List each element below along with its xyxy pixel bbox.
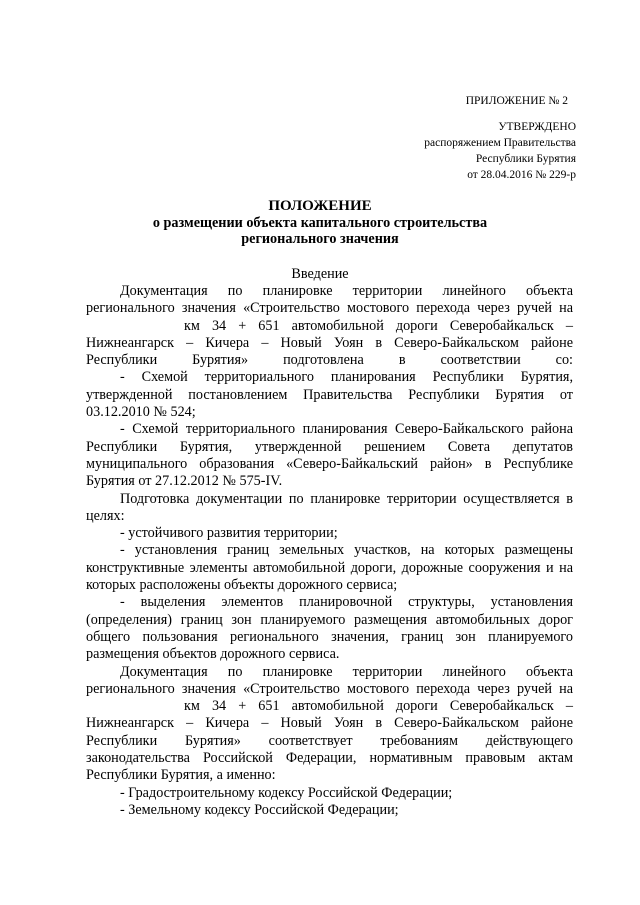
paragraph-8-cont: км 34 + 651 автомобильной дороги Северобайкальск – Нижнеангарск – Кичера – Новый Уоян в Северо-Байкальском районе Республики Бурятия» соответствует требованиям действующего законодательства Российской Федерации, нормативным правовым актам Республики Бурятия, а именно: — [86, 698, 573, 784]
section-title: Введение — [291, 266, 349, 282]
paragraph-10: - Земельному кодексу Российской Федерации; — [120, 801, 399, 818]
approval-block — [424, 119, 576, 183]
document-title — [0, 198, 640, 248]
approved-by-line-1: распоряжением Правительства — [424, 137, 576, 149]
paragraph-1 — [86, 283, 573, 369]
paragraph-6: - установления границ земельных участков, на которых размещены конструктивные элементы автомобильной дороги, дорожные сооружения и на которых расположены объекты дорожного сервиса; — [86, 542, 573, 594]
paragraph-1-text: Документация по планировке территории линейного объекта регионального значения «Строительство мостового перехода через ручей на — [86, 283, 573, 317]
title-main: ПОЛОЖЕНИЕ — [268, 198, 372, 214]
paragraph-7: - выделения элементов планировочной структуры, установления (определения) границ зон планируемого размещения автомобильных дорог общего пользования регионального значения, границ зон планируемого размещения объектов дорожного сервиса. — [86, 594, 573, 663]
paragraph-4: Подготовка документации по планировке территории осуществляется в целях: — [86, 490, 573, 524]
paragraph-8-text: Документация по планировке территории линейного объекта регионального значения «Строительство мостового перехода через ручей на — [86, 663, 573, 697]
approved-by-line-2: Республики Бурятия — [475, 153, 576, 165]
annex-number: ПРИЛОЖЕНИЕ № 2 — [465, 95, 568, 107]
title-line-2: о размещении объекта капитального строительства — [152, 214, 488, 231]
paragraph-9: - Градостроительному кодексу Российской Федерации; — [120, 784, 453, 801]
title-line-3: регионального значения — [241, 231, 399, 247]
paragraph-1-cont: км 34 + 651 автомобильной дороги Северобайкальск – Нижнеангарск – Кичера – Новый Уоян в Северо-Байкальском районе Республики Бурятия» подготовлена в соответствии со: — [86, 317, 573, 369]
document-body — [86, 283, 573, 819]
paragraph-3: - Схемой территориального планирования Северо-Байкальского района Республики Бурятия, утвержденной решением Совета депутатов муниципального образования «Северо-Байкальский район» в Республике Бурятия от 27.12.2012 № 575-IV. — [86, 421, 573, 490]
approved-label: УТВЕРЖДЕНО — [498, 121, 576, 133]
paragraph-5: - устойчивого развития территории; — [120, 525, 338, 542]
approved-date: от 28.04.2016 № 229-р — [467, 169, 576, 181]
paragraph-8 — [86, 664, 573, 785]
paragraph-2: - Схемой территориального планирования Республики Бурятия, утвержденной постановлением Правительства Республики Бурятия от 03.12.2010 № 524; — [86, 369, 573, 421]
